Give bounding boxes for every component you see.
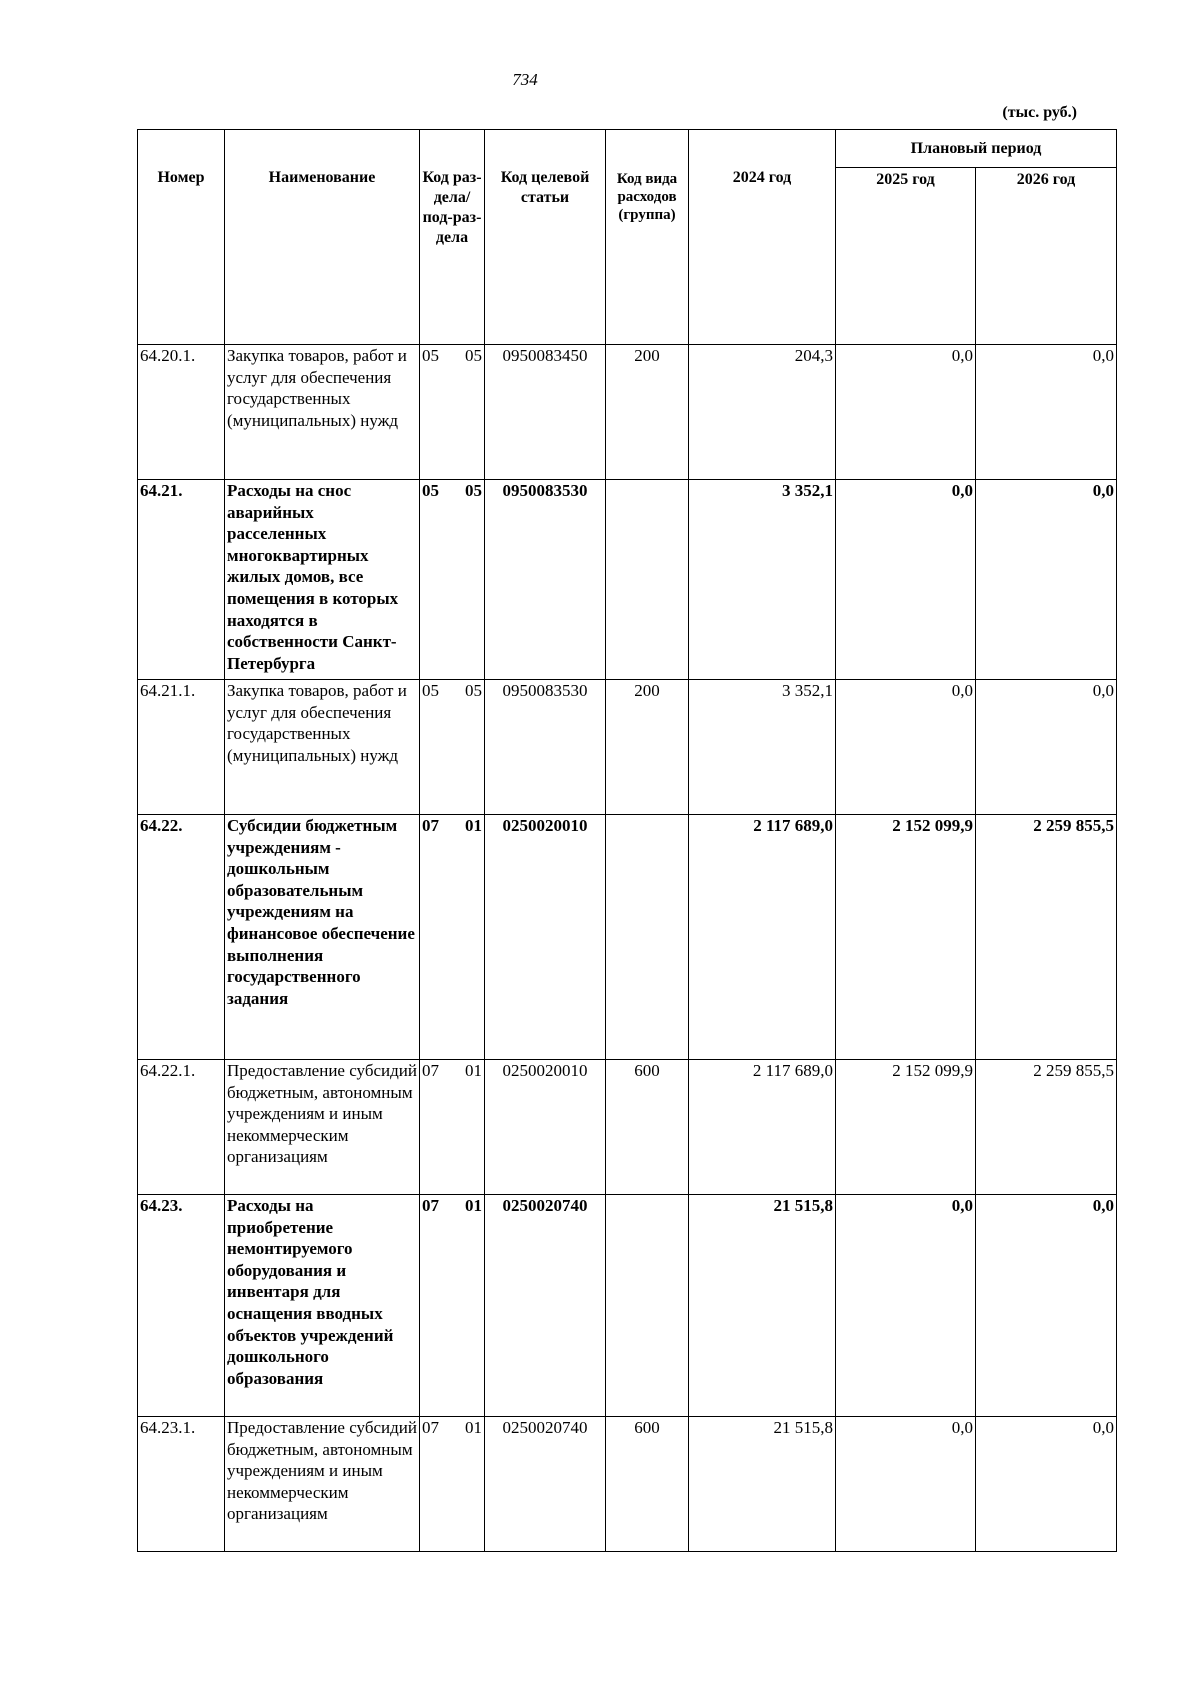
row-name: Предоставление субсидий бюджетным, автономным учреждениям и иным некоммерческим организациям	[225, 1060, 420, 1195]
table-row	[138, 815, 1117, 1060]
row-subsection: 01	[465, 1061, 482, 1080]
row-number: 64.22.1.	[138, 1060, 225, 1195]
row-section: 07	[422, 1418, 439, 1437]
table-header	[138, 130, 1117, 345]
table-row	[138, 1060, 1117, 1195]
row-section-code	[420, 815, 485, 1060]
row-amount-2024: 3 352,1	[689, 680, 836, 815]
row-amount-2024: 3 352,1	[689, 480, 836, 680]
row-number: 64.22.	[138, 815, 225, 1060]
row-name: Закупка товаров, работ и услуг для обеспечения государственных (муниципальных) нужд	[225, 345, 420, 480]
row-section-code	[420, 345, 485, 480]
row-section: 05	[422, 346, 439, 365]
units-label: (тыс. руб.)	[1002, 104, 1077, 121]
row-amount-2026: 0,0	[976, 1417, 1117, 1552]
row-name: Предоставление субсидий бюджетным, автономным учреждениям и иным некоммерческим организациям	[225, 1417, 420, 1552]
row-section-code	[420, 1195, 485, 1417]
table-row	[138, 480, 1117, 680]
row-section: 05	[422, 481, 439, 500]
row-group-code: 200	[606, 680, 689, 815]
row-subsection: 05	[465, 681, 482, 700]
row-group-code: 600	[606, 1417, 689, 1552]
row-group-code	[606, 815, 689, 1060]
row-amount-2026: 2 259 855,5	[976, 815, 1117, 1060]
row-amount-2025: 0,0	[836, 345, 976, 480]
row-number: 64.23.1.	[138, 1417, 225, 1552]
row-name: Субсидии бюджетным учреждениям - дошкольным образовательным учреждениям на финансовое обеспечение выполнения государственного задания	[225, 815, 420, 1060]
row-subsection: 05	[465, 481, 482, 500]
page-number: 734	[512, 70, 538, 89]
header-2026: 2026 год	[976, 168, 1117, 345]
row-amount-2024: 2 117 689,0	[689, 815, 836, 1060]
row-amount-2024: 21 515,8	[689, 1417, 836, 1552]
row-group-code: 600	[606, 1060, 689, 1195]
header-section-text: Код раз-дела/ под-раз-дела	[422, 169, 482, 246]
row-section-code	[420, 1417, 485, 1552]
row-target-code: 0250020740	[485, 1417, 606, 1552]
row-subsection: 01	[465, 1418, 482, 1437]
header-2024: 2024 год	[689, 130, 836, 345]
header-planned-period: Плановый период	[836, 130, 1117, 168]
row-section: 07	[422, 1061, 439, 1080]
row-section: 07	[422, 816, 439, 835]
row-amount-2024: 204,3	[689, 345, 836, 480]
row-target-code: 0250020010	[485, 1060, 606, 1195]
row-amount-2025: 0,0	[836, 1195, 976, 1417]
row-number: 64.23.	[138, 1195, 225, 1417]
row-amount-2024: 21 515,8	[689, 1195, 836, 1417]
row-amount-2025: 0,0	[836, 1417, 976, 1552]
row-target-code: 0950083530	[485, 480, 606, 680]
row-amount-2025: 2 152 099,9	[836, 1060, 976, 1195]
row-target-code: 0950083450	[485, 345, 606, 480]
row-section-code	[420, 1060, 485, 1195]
row-target-code: 0250020010	[485, 815, 606, 1060]
row-group-code: 200	[606, 345, 689, 480]
table-body	[138, 345, 1117, 1552]
row-section: 05	[422, 681, 439, 700]
table-row	[138, 1417, 1117, 1552]
row-target-code: 0950083530	[485, 680, 606, 815]
budget-table	[137, 129, 1117, 1552]
row-section-code	[420, 680, 485, 815]
row-section-code	[420, 480, 485, 680]
row-number: 64.21.	[138, 480, 225, 680]
row-group-code	[606, 1195, 689, 1417]
row-name: Расходы на снос аварийных расселенных многоквартирных жилых домов, все помещения в которых находятся в собственности Санкт-Петербурга	[225, 480, 420, 680]
row-amount-2025: 0,0	[836, 480, 976, 680]
header-2025: 2025 год	[836, 168, 976, 345]
row-amount-2025: 0,0	[836, 680, 976, 815]
row-group-code	[606, 480, 689, 680]
header-number: Номер	[138, 130, 225, 345]
table-row	[138, 680, 1117, 815]
row-amount-2026: 0,0	[976, 680, 1117, 815]
header-group: Код вида расходов (группа)	[606, 130, 689, 345]
row-subsection: 01	[465, 816, 482, 835]
row-subsection: 05	[465, 346, 482, 365]
row-target-code: 0250020740	[485, 1195, 606, 1417]
table-row	[138, 345, 1117, 480]
row-amount-2026: 0,0	[976, 1195, 1117, 1417]
row-name: Закупка товаров, работ и услуг для обеспечения государственных (муниципальных) нужд	[225, 680, 420, 815]
table-row	[138, 1195, 1117, 1417]
row-amount-2025: 2 152 099,9	[836, 815, 976, 1060]
header-name: Наименование	[225, 130, 420, 345]
header-target: Код целевой статьи	[485, 130, 606, 345]
row-name: Расходы на приобретение немонтируемого оборудования и инвентаря для оснащения вводных объектов учреждений дошкольного образования	[225, 1195, 420, 1417]
row-subsection: 01	[465, 1196, 482, 1215]
row-number: 64.21.1.	[138, 680, 225, 815]
row-amount-2026: 2 259 855,5	[976, 1060, 1117, 1195]
row-amount-2026: 0,0	[976, 480, 1117, 680]
row-section: 07	[422, 1196, 439, 1215]
row-number: 64.20.1.	[138, 345, 225, 480]
row-amount-2026: 0,0	[976, 345, 1117, 480]
header-section	[420, 130, 485, 345]
row-amount-2024: 2 117 689,0	[689, 1060, 836, 1195]
